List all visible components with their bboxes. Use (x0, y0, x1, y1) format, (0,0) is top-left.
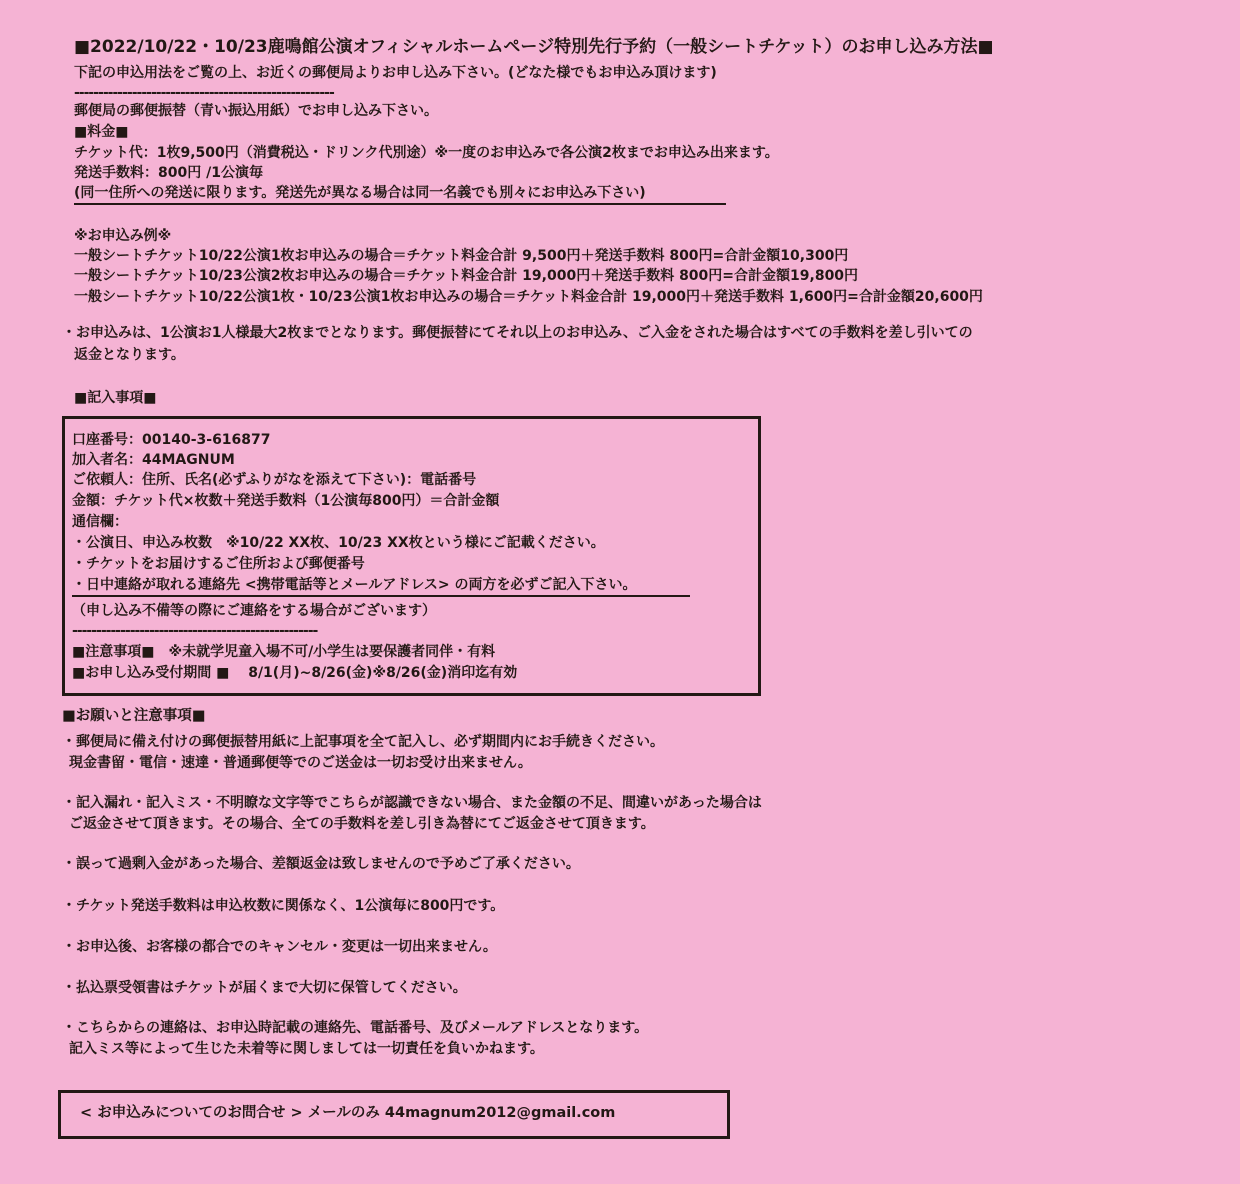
note-item: ・お申込後、お客様の都合でのキャンセル・変更は一切出来ません。 (62, 939, 497, 955)
note-item: 記入ミス等によって生じた未着等に関しましては一切責任を負いかねます。 (69, 1041, 544, 1057)
memo-item: ・日中連絡が取れる連絡先 <携帯電話等とメールアドレス> の両方を必ずご記入下さい。 (72, 578, 690, 597)
requester-info: ご依頼人：住所、氏名(必ずふりがなを添えて下さい)：電話番号 (72, 472, 477, 488)
memo-note: （申し込み不備等の際にご連絡をする場合がございます） (72, 603, 436, 619)
note-item: ・記入漏れ・記入ミス・不明瞭な文字等でこちらが認識できない場合、また金額の不足、間違いがあった場合は (62, 795, 762, 811)
ticket-price: チケット代：1枚9,500円（消費税込・ドリンク代別途）※一度のお申込みで各公演2枚までお申込み出来ます。 (74, 145, 779, 161)
contact-info: < お申込みについてのお問合せ > メールのみ 44magnum2012@gmail.com (80, 1105, 616, 1121)
limit-note-cont: 返金となります。 (74, 347, 185, 363)
note-item: 現金書留・電信・速達・普通郵便等でのご送金は一切お受け出来ません。 (69, 755, 532, 771)
divider: --------------------------------------------------- (72, 623, 318, 639)
example-item: 一般シートチケット10/23公演2枚お申込みの場合＝チケット料金合計 19,000円＋発送手数料 800円=合計金額19,800円 (74, 268, 859, 284)
caution-info: ■注意事項■ ※未就学児童入場不可/小学生は要保護者同伴・有料 (72, 644, 496, 660)
note-item: ・誤って過剰入金があった場合、差額返金は致しませんので予めご了承ください。 (62, 856, 580, 872)
payment-method: 郵便局の郵便振替（青い振込用紙）でお申し込み下さい。 (74, 103, 438, 119)
account-holder: 加入者名：44MAGNUM (72, 452, 235, 468)
memo-item: ・チケットをお届けするご住所および郵便番号 (72, 556, 365, 572)
note-item: ご返金させて頂きます。その場合、全ての手数料を差し引き為替にてご返金させて頂きます。 (69, 816, 655, 832)
amount-info: 金額：チケット代×枚数＋発送手数料（1公演毎800円）＝合計金額 (72, 493, 500, 509)
note-item: ・払込票受領書はチケットが届くまで大切に保管してください。 (62, 980, 467, 996)
fee-heading: ■料金■ (74, 124, 129, 140)
page-title: ■2022/10/22・10/23鹿鳴館公演オフィシャルホームページ特別先行予約（一般シートチケット）のお申し込み方法■ (74, 37, 994, 57)
memo-item: ・公演日、申込み枚数 ※10/22 XX枚、10/23 XX枚という様にご記載ください。 (72, 535, 605, 551)
entry-heading: ■記入事項■ (74, 390, 157, 406)
examples-heading: ※お申込み例※ (74, 228, 172, 244)
note-item: ・チケット発送手数料は申込枚数に関係なく、1公演毎に800円です。 (62, 898, 505, 914)
example-item: 一般シートチケット10/22公演1枚・10/23公演1枚お申込みの場合＝チケット料金合計 19,000円＋発送手数料 1,600円=合計金額20,600円 (74, 289, 983, 305)
note-item: ・郵便局に備え付けの郵便振替用紙に上記事項を全て記入し、必ず期間内にお手続きください。 (62, 734, 664, 750)
note-item: ・こちらからの連絡は、お申込時記載の連絡先、電話番号、及びメールアドレスとなります。 (62, 1020, 649, 1036)
example-item: 一般シートチケット10/22公演1枚お申込みの場合＝チケット料金合計 9,500円＋発送手数料 800円=合計金額10,300円 (74, 248, 849, 264)
memo-label: 通信欄： (72, 514, 128, 530)
account-number: 口座番号：00140-3-616877 (72, 432, 271, 448)
shipping-fee: 発送手数料：800円 /1公演毎 (74, 165, 263, 181)
intro-text: 下記の申込用法をご覧の上、お近くの郵便局よりお申し込み下さい。(どなた様でもお申込み頂けます) (74, 65, 717, 81)
shipping-note: (同一住所への発送に限ります。発送先が異なる場合は同一名義でも別々にお申込み下さい) (74, 186, 726, 205)
notes-heading: ■お願いと注意事項■ (62, 708, 206, 724)
divider: ------------------------------------------------------ (74, 85, 334, 101)
limit-note: ・お申込みは、1公演お1人様最大2枚までとなります。郵便振替にてそれ以上のお申込み、ご入金をされた場合はすべての手数料を差し引いての (62, 325, 973, 341)
application-period: ■お申し込み受付期間 ■ 8/1(月)~8/26(金)※8/26(金)消印迄有効 (72, 665, 518, 681)
